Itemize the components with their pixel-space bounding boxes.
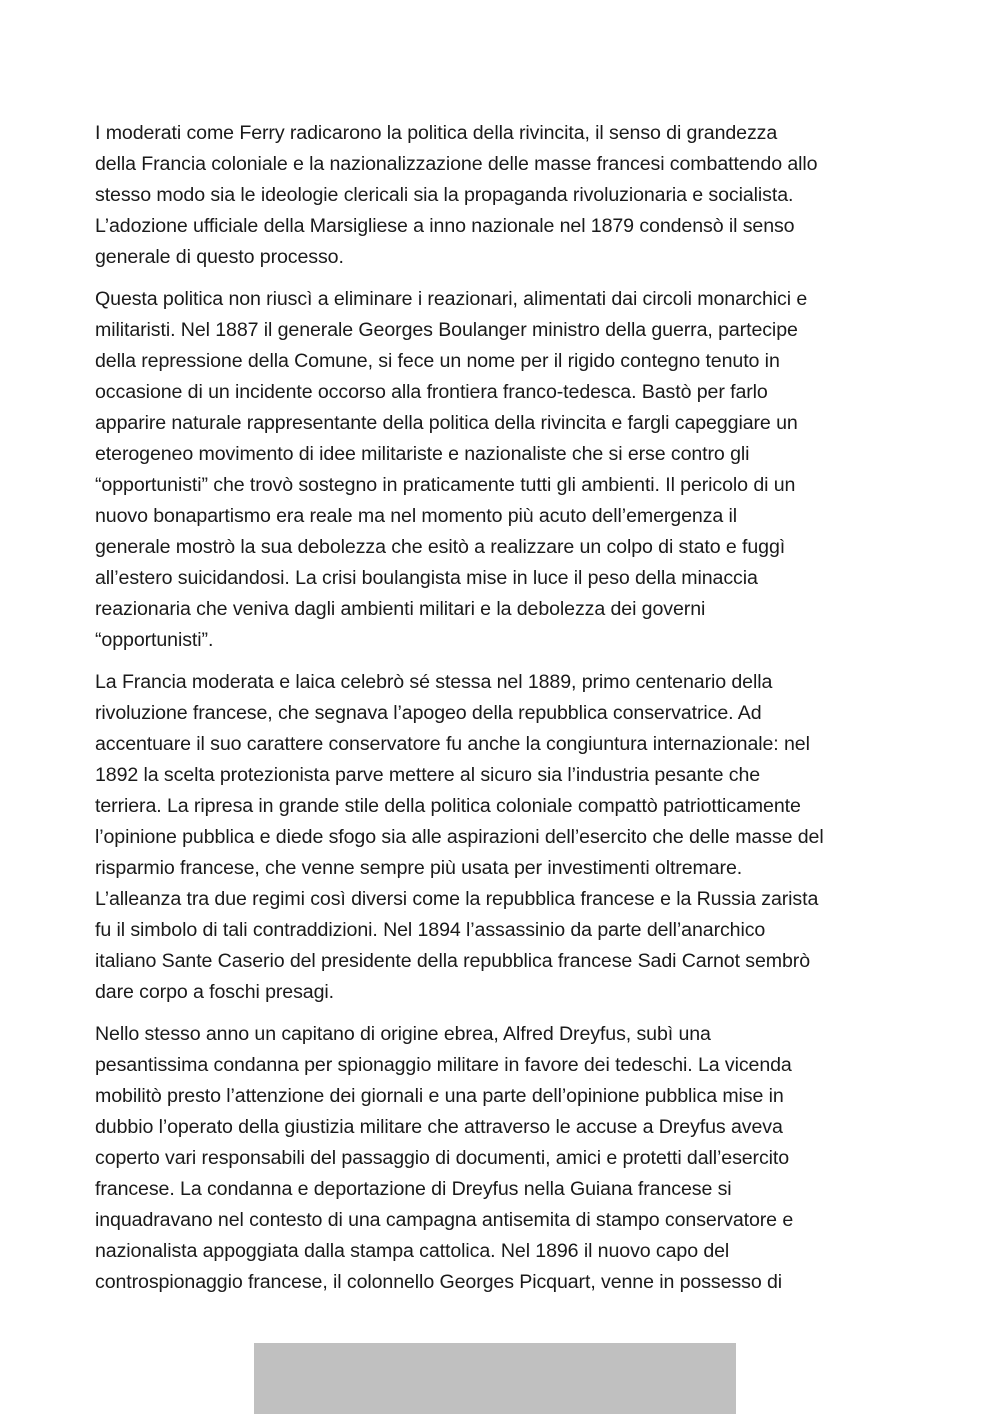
paragraph-1: I moderati come Ferry radicarono la politica della rivincita, il senso di grandezza della Francia coloniale e la nazionalizzazione delle masse francesi combattendo allo stesso modo sia le ideologie clericali sia la propaganda rivoluzionaria e socialista. L’adozione ufficiale della Marsigliese a inno nazionale nel 1879 condensò il senso generale di questo processo. (95, 122, 818, 268)
paragraph-2: Questa politica non riuscì a eliminare i reazionari, alimentati dai circoli monarchici e militaristi. Nel 1887 il generale Georges Boulanger ministro della guerra, partecipe della repressione della Comune, si fece un nome per il rigido contegno tenuto in occasione di un incidente occorso alla frontiera franco-tedesca. Bastò per farlo apparire naturale rappresentante della politica della rivincita e fargli capeggiare un eterogeneo movimento di idee militariste e nazionaliste che si erse contro gli “opportunisti” che trovò sostegno in praticamente tutti gli ambienti. Il pericolo di un nuovo bonapartismo era reale ma nel momento più acuto dell’emergenza il generale mostrò la sua debolezza che esitò a realizzare un colpo di stato e fuggì all’estero suicidandosi. La crisi boulangista mise in luce il peso della minaccia reazionaria che veniva dagli ambienti militari e la debolezza dei governi “opportunisti”. (95, 288, 808, 651)
paragraph-4: Nello stesso anno un capitano di origine ebrea, Alfred Dreyfus, subì una pesantissima condanna per spionaggio militare in favore dei tedeschi. La vicenda mobilitò presto l’attenzione dei giornali e una parte dell’opinione pubblica mise in dubbio l’operato della giustizia militare che attraverso le accuse a Dreyfus aveva coperto vari responsabili del passaggio di documenti, amici e protetti dall’esercito francese. La condanna e deportazione di Dreyfus nella Guiana francese si inquadravano nel contesto di una campagna antisemita di stampo conservatore e nazionalista appoggiata dalla stampa cattolica. Nel 1896 il nuovo capo del controspionaggio francese, il colonnello Georges Picquart, venne in possesso di (95, 1023, 794, 1293)
paragraph-3: La Francia moderata e laica celebrò sé stessa nel 1889, primo centenario della rivoluzione francese, che segnava l’apogeo della repubblica conservatrice. Ad accentuare il suo carattere conservatore fu anche la congiuntura internazionale: nel 1892 la scelta protezionista parve mettere al sicuro sia l’industria pesante che terriera. La ripresa in grande stile della politica coloniale compattò patriotticamente l’opinione pubblica e diede sfogo sia alle aspirazioni dell’esercito che delle masse del risparmio francese, che venne sempre più usata per investimenti oltremare. L’alleanza tra due regimi così diversi come la repubblica francese e la Russia zarista fu il simbolo di tali contraddizioni. Nel 1894 l’assassinio da parte dell’anarchico italiano Sante Caserio del presidente della repubblica francese Sadi Carnot sembrò dare corpo a foschi presagi. (95, 671, 824, 1003)
footer-gray-bar (254, 1343, 736, 1414)
body-text (95, 118, 910, 1309)
